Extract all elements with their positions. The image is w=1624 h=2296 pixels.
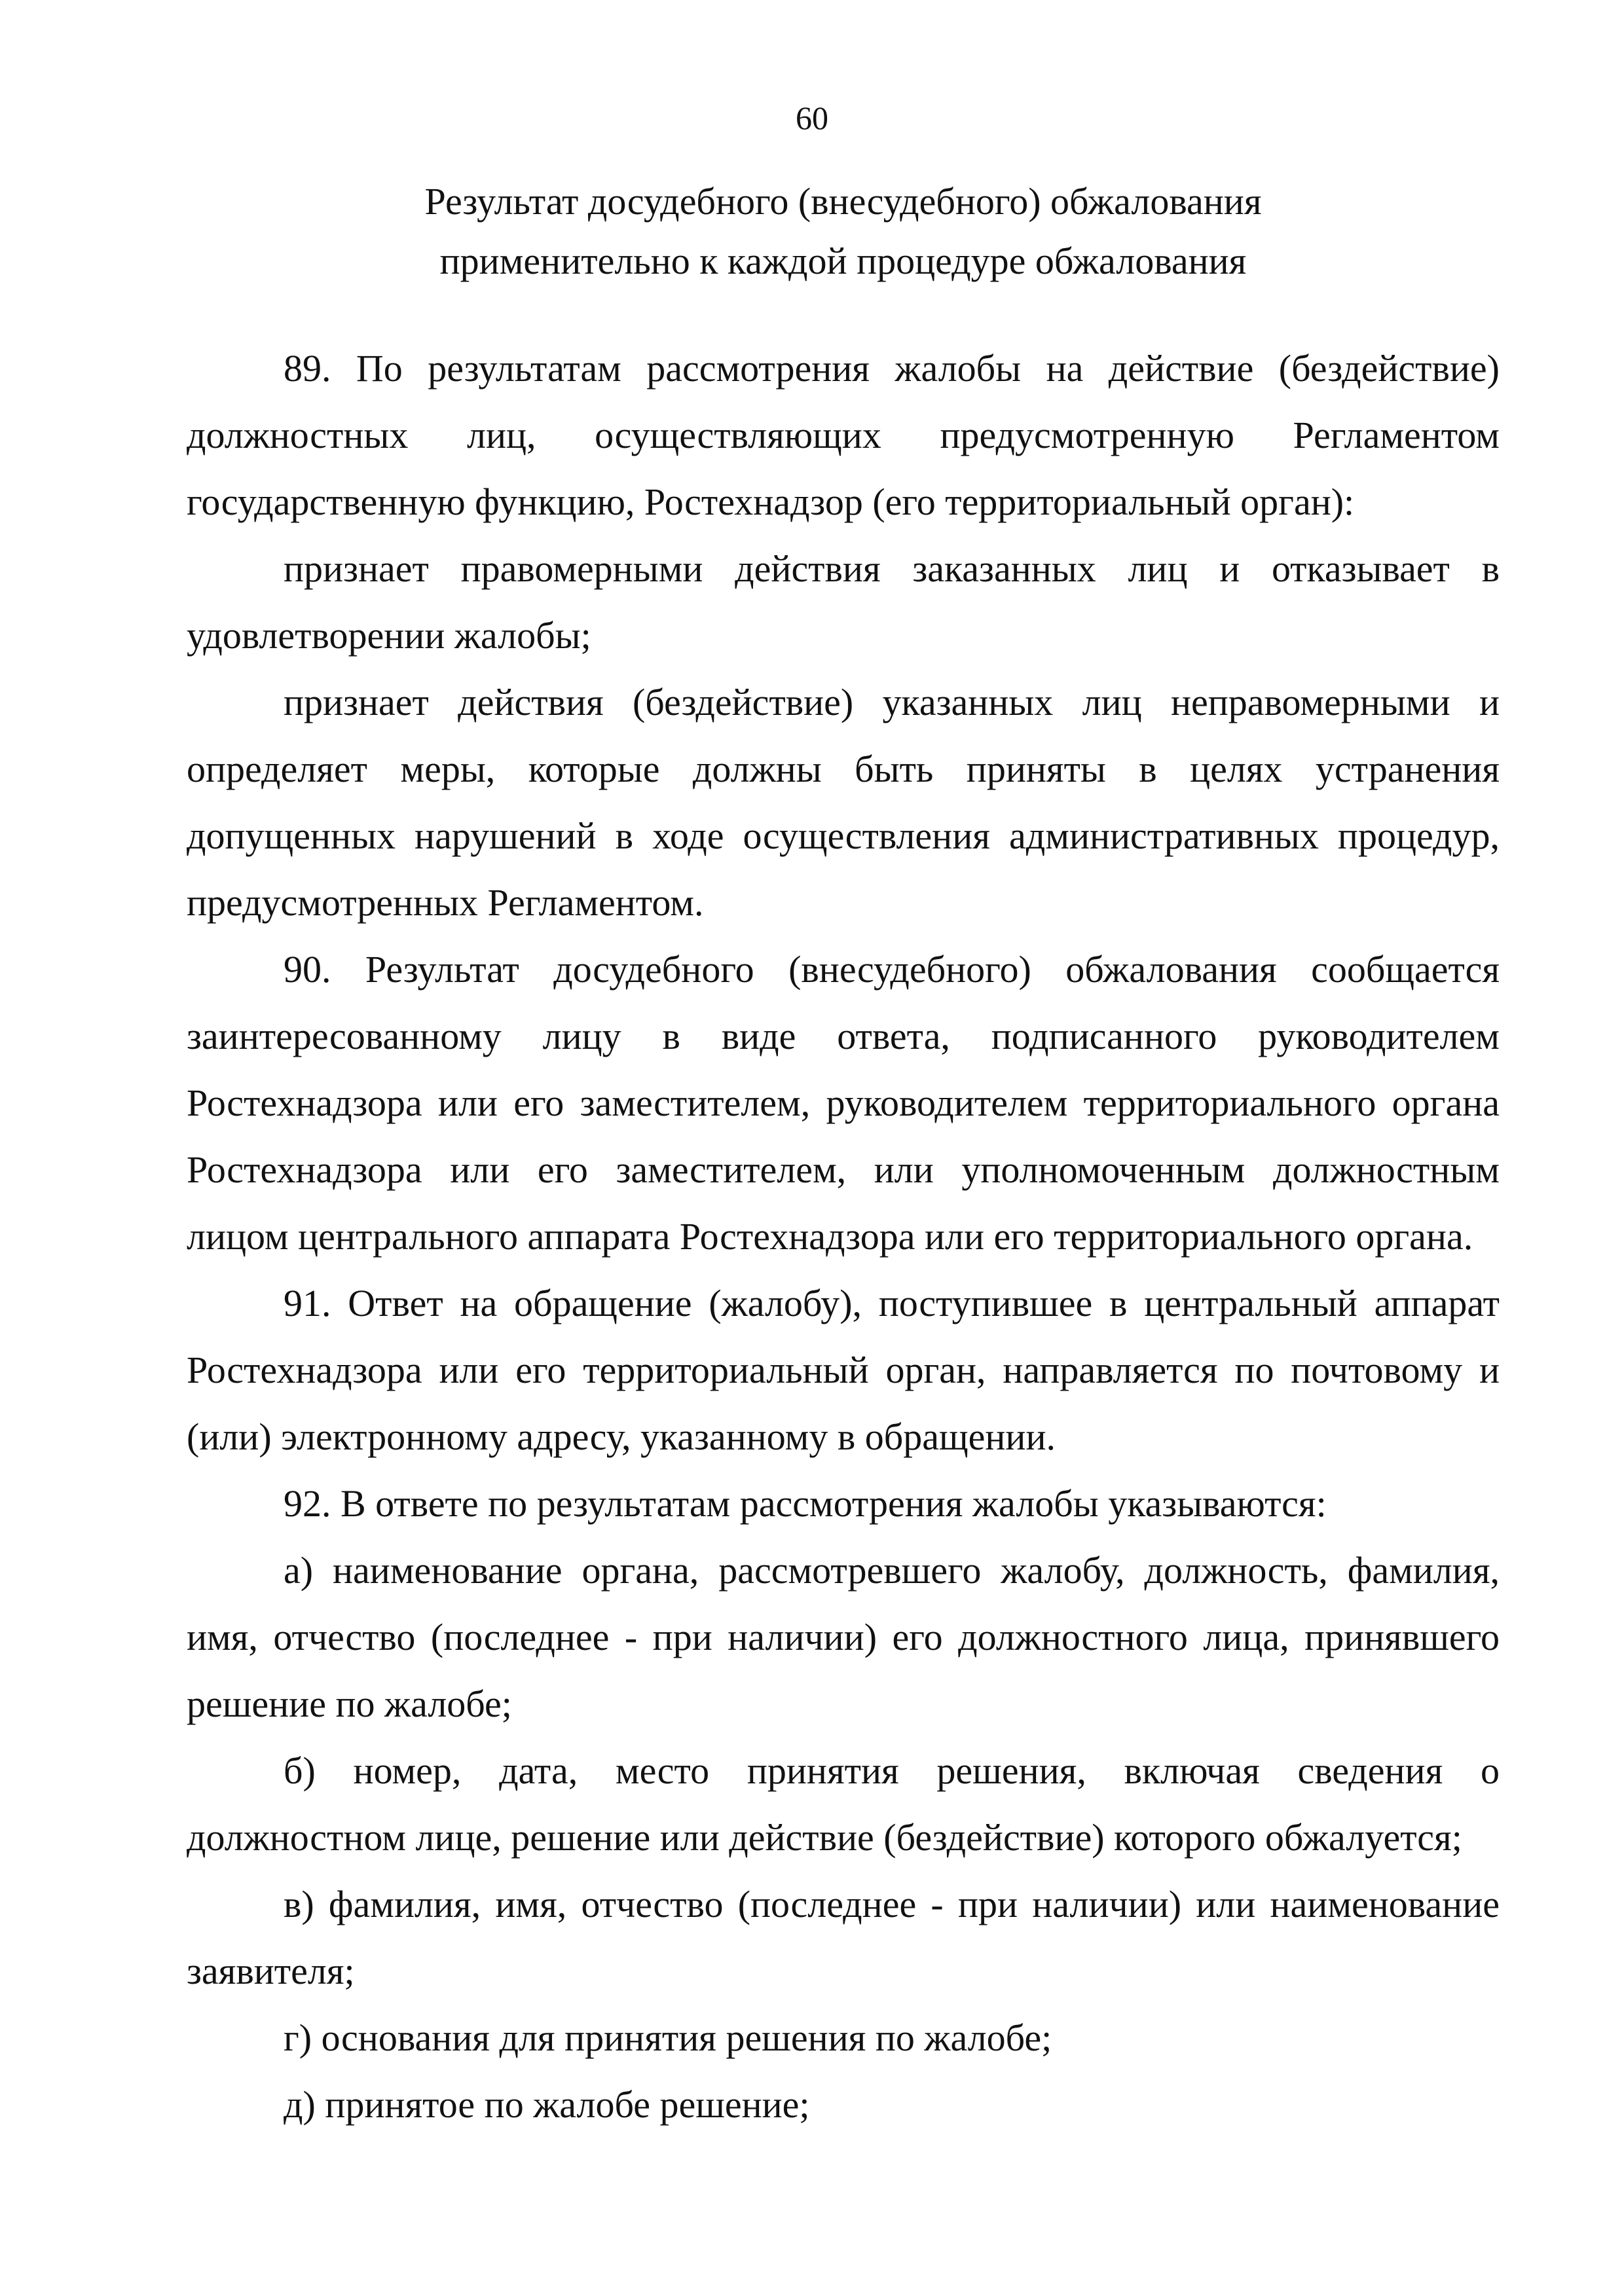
- section-heading: [187, 172, 1500, 291]
- paragraph-92-item-g: г) основания для принятия решения по жалобе;: [284, 2016, 1052, 2059]
- paragraph-91: 91. Ответ на обращение (жалобу), поступившее в центральный аппарат Ростехнадзора или его территориальный орган, направляется по почтовому и (или) электронному адресу, указанному в обращении.: [187, 1282, 1500, 1458]
- section-heading-line-1: Результат досудебного (внесудебного) обжалования: [424, 180, 1262, 223]
- paragraph-92-item-d: д) принятое по жалобе решение;: [284, 2083, 810, 2126]
- paragraph-92-item-b: б) номер, дата, место принятия решения, включая сведения о должностном лице, решение или действие (бездействие) которого обжалуется;: [187, 1749, 1500, 1859]
- paragraph-89-option-1: признает правомерными действия заказанных лиц и отказывает в удовлетворении жалобы;: [187, 547, 1500, 657]
- document-body: [187, 335, 1500, 2138]
- paragraph-92-item-a: а) наименование органа, рассмотревшего жалобу, должность, фамилия, имя, отчество (последнее - при наличии) его должностного лица, принявшего решение по жалобе;: [187, 1549, 1500, 1725]
- section-heading-line-2: применительно к каждой процедуре обжалования: [439, 240, 1247, 282]
- page-number: 60: [796, 100, 828, 136]
- paragraph-90: 90. Результат досудебного (внесудебного) обжалования сообщается заинтересованному лицу в виде ответа, подписанного руководителем Ростехнадзора или его заместителем, руководителем территориального органа Ростехнадзора или его заместителем, или уполномоченным должностным лицом центрального аппарата Ростехнадзора или его территориального органа.: [187, 948, 1500, 1258]
- paragraph-92-item-v: в) фамилия, имя, отчество (последнее - при наличии) или наименование заявителя;: [187, 1883, 1500, 1992]
- paragraph-89: 89. По результатам рассмотрения жалобы на действие (бездействие) должностных лиц, осуществляющих предусмотренную Регламентом государственную функцию, Ростехнадзор (его территориальный орган):: [187, 347, 1500, 523]
- paragraph-92: 92. В ответе по результатам рассмотрения жалобы указываются:: [284, 1482, 1327, 1525]
- paragraph-89-option-2: признает действия (бездействие) указанных лиц неправомерными и определяет меры, которые должны быть приняты в целях устранения допущенных нарушений в ходе осуществления административных процедур, предусмотренных Регламентом.: [187, 681, 1500, 924]
